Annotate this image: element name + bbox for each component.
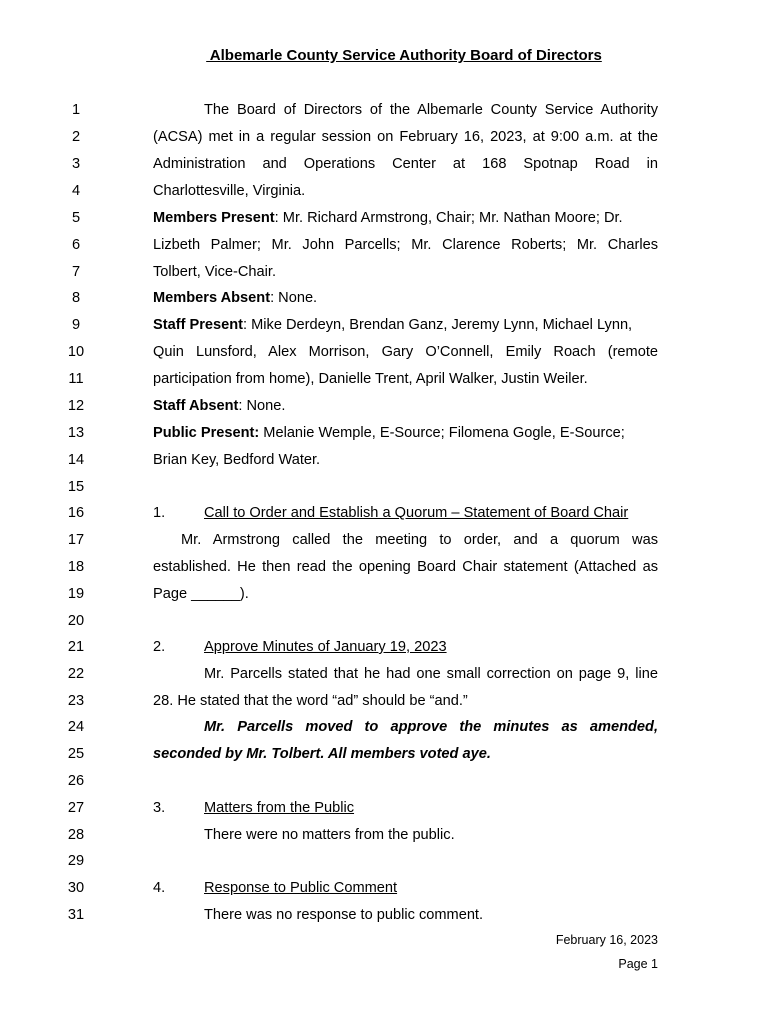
section-heading [153,798,658,818]
line-text: The Board of Directors of the Albemarle County Service Authority [204,102,658,118]
section-number: 3. [153,800,166,816]
section-heading [153,637,658,657]
line-8 [0,288,770,315]
section-number: 2. [153,639,166,655]
staff-present-label: Staff Present [153,317,244,333]
line-29 [0,851,770,878]
section-number: 1. [153,505,166,521]
line-text: Tolbert, Vice-Chair. [153,264,277,280]
line-number: 4 [71,183,81,199]
line-number: 26 [67,773,85,789]
line-number: 31 [67,907,85,923]
line-number: 22 [67,666,85,682]
line-number: 7 [71,264,81,280]
line-text: (ACSA) met in a regular session on February 16, 2023, at 9:00 a.m. at the [153,129,658,145]
line-number: 19 [67,586,85,602]
line-text: established. He then read the opening Board Chair statement (Attached as [153,559,658,575]
motion-text: Mr. Parcells moved to approve the minutes as amended, [204,719,658,735]
line-21 [0,637,770,664]
line-2 [0,127,770,154]
line-text [153,396,658,416]
line-number: 10 [67,344,85,360]
line-26 [0,771,770,798]
line-text: Brian Key, Bedford Water. [153,452,321,468]
line-text: 28. He stated that the word “ad” should be “and.” [153,693,468,709]
line-text: There was no response to public comment. [204,907,484,923]
line-24 [0,717,770,744]
line-16 [0,503,770,530]
line-number: 14 [67,452,85,468]
members-absent-text: : None. [270,290,318,306]
line-text: There were no matters from the public. [204,827,455,843]
members-present-text: : Mr. Richard Armstrong, Chair; Mr. Nathan Moore; Dr. [274,210,623,226]
line-number: 16 [67,505,85,521]
line-number: 6 [71,237,81,253]
section-heading [153,503,658,523]
line-text: Lizbeth Palmer; Mr. John Parcells; Mr. Clarence Roberts; Mr. Charles [153,237,658,253]
line-number: 23 [67,693,85,709]
section-number: 4. [153,880,166,896]
section-title: Matters from the Public [204,800,355,816]
line-number: 27 [67,800,85,816]
line-number: 24 [67,719,85,735]
section-title: Call to Order and Establish a Quorum – Statement of Board Chair [204,505,629,521]
line-number: 12 [67,398,85,414]
line-text [153,208,658,228]
line-30 [0,878,770,905]
line-text [153,423,658,443]
line-15 [0,477,770,504]
line-11 [0,369,770,396]
line-27 [0,798,770,825]
public-present-text: Melanie Wemple, E-Source; Filomena Gogle, E-Source; [259,425,625,441]
line-17 [0,530,770,557]
line-number: 15 [67,479,85,495]
line-number: 3 [71,156,81,172]
line-number: 30 [67,880,85,896]
line-22 [0,664,770,691]
line-number: 18 [67,559,85,575]
staff-absent-text: : None. [238,398,286,414]
line-number: 9 [71,317,81,333]
members-present-label: Members Present [153,210,275,226]
line-14 [0,450,770,477]
line-3 [0,154,770,181]
line-23 [0,691,770,718]
line-number: 28 [67,827,85,843]
line-18 [0,557,770,584]
line-text: Mr. Armstrong called the meeting to order, and a quorum was [181,532,658,548]
line-number: 1 [71,102,81,118]
footer-page-number: Page 1 [618,957,658,971]
line-28 [0,825,770,852]
motion-text: seconded by Mr. Tolbert. All members voted aye. [153,746,491,762]
line-text: Mr. Parcells stated that he had one small correction on page 9, line [204,666,658,682]
line-number: 2 [71,129,81,145]
line-number: 17 [67,532,85,548]
line-number: 29 [67,853,85,869]
line-number: 5 [71,210,81,226]
line-number: 8 [71,290,81,306]
line-text [153,315,658,335]
section-title: Response to Public Comment [204,880,398,896]
line-text: participation from home), Danielle Trent, April Walker, Justin Weiler. [153,371,588,387]
line-5 [0,208,770,235]
line-31 [0,905,770,932]
line-number: 21 [67,639,85,655]
footer-date: February 16, 2023 [555,933,658,947]
line-text: Administration and Operations Center at 168 Spotnap Road in [153,156,658,172]
section-heading [153,878,658,898]
line-25 [0,744,770,771]
line-12 [0,396,770,423]
line-number: 11 [68,371,84,387]
line-text [153,288,658,308]
line-number: 20 [67,613,85,629]
line-text: Quin Lunsford, Alex Morrison, Gary O’Connell, Emily Roach (remote [153,344,658,360]
public-present-label: Public Present: [153,425,260,441]
line-1 [0,100,770,127]
line-text: Page ______). [153,586,249,602]
line-10 [0,342,770,369]
line-9 [0,315,770,342]
staff-present-text: : Mike Derdeyn, Brendan Ganz, Jeremy Lynn, Michael Lynn, [243,317,633,333]
section-title: Approve Minutes of January 19, 2023 [204,639,447,655]
line-20 [0,611,770,638]
line-number: 13 [67,425,85,441]
line-text: Charlottesville, Virginia. [153,183,306,199]
document-title: Albemarle County Service Authority Board of Directors [206,47,602,64]
members-absent-label: Members Absent [153,290,271,306]
line-7 [0,262,770,289]
line-number: 25 [67,746,85,762]
staff-absent-label: Staff Absent [153,398,239,414]
line-6 [0,235,770,262]
line-4 [0,181,770,208]
line-19 [0,584,770,611]
line-13 [0,423,770,450]
